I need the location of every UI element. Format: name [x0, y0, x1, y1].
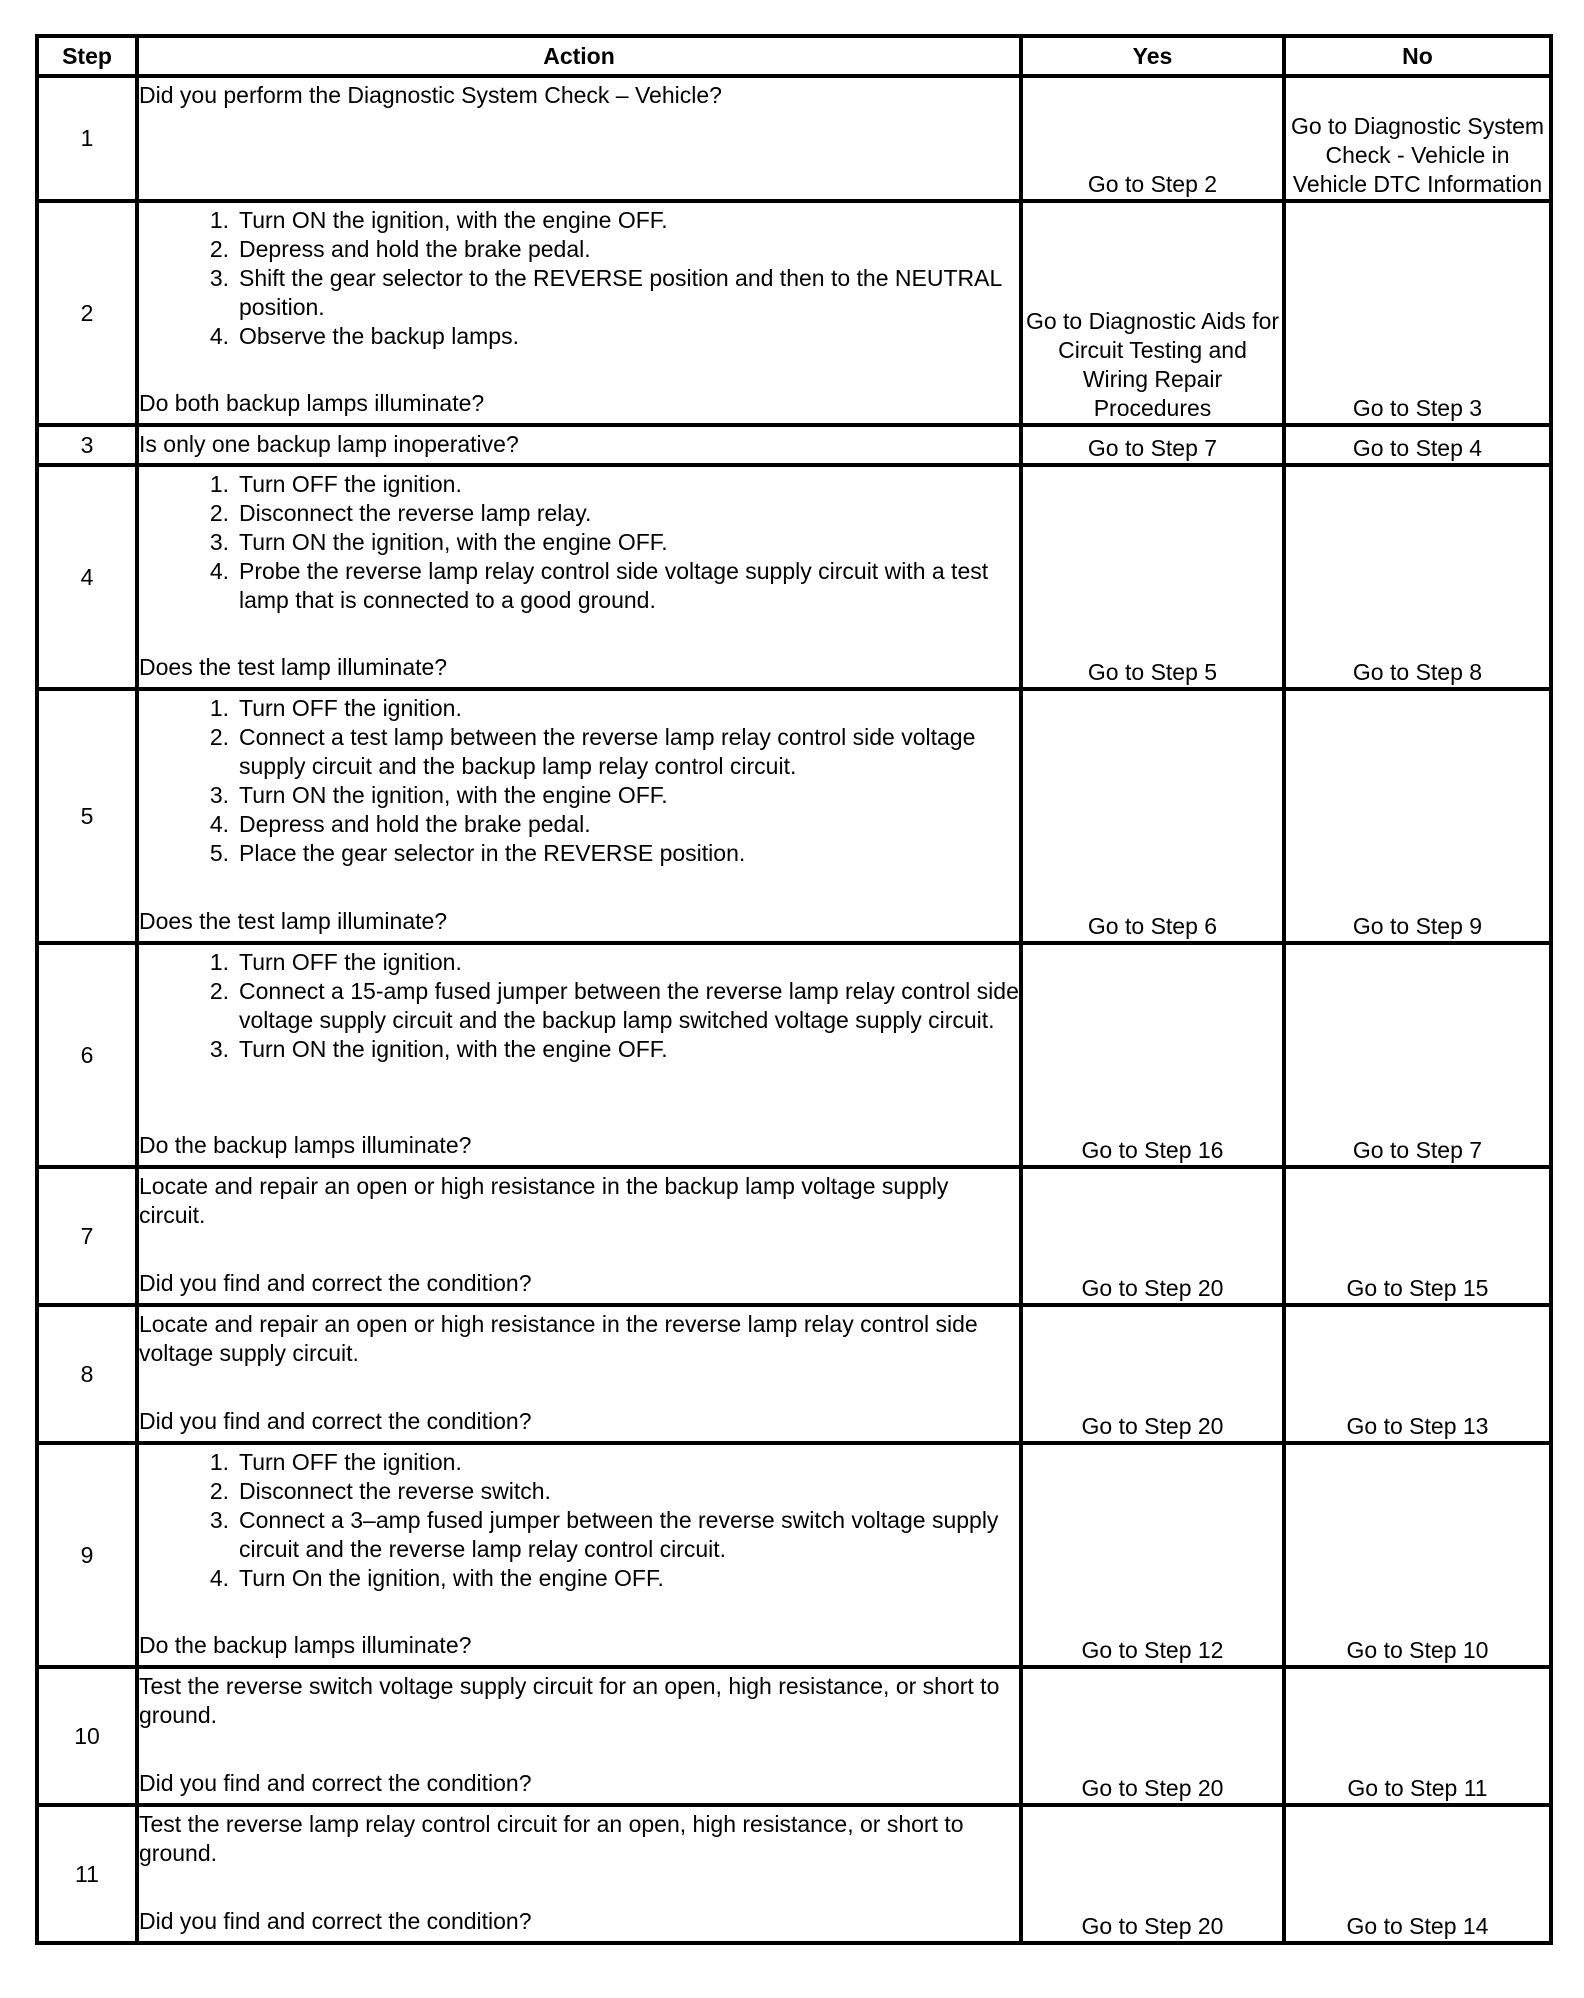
step-number: 4: [37, 465, 137, 689]
no-result: Go to Step 10: [1284, 1443, 1551, 1667]
action-content: [139, 691, 1019, 941]
action-instructions: [139, 430, 1019, 459]
procedure-item: [139, 839, 1019, 868]
procedure-item: [139, 322, 1019, 351]
procedure-item-number: 3.: [209, 1036, 229, 1062]
action-content: [139, 1169, 1019, 1303]
action-question: Did you find and correct the condition?: [139, 1908, 532, 1934]
header-step: Step: [37, 36, 137, 76]
diagnostic-table: [35, 34, 1553, 1945]
step-number: 11: [37, 1805, 137, 1943]
procedure-item: [139, 499, 1019, 528]
step-number: 5: [37, 689, 137, 943]
procedure-item-number: 1.: [209, 949, 229, 975]
procedure-item: [139, 1506, 1019, 1564]
action-content: [139, 1807, 1019, 1941]
procedure-item-text: Place the gear selector in the REVERSE position.: [239, 840, 746, 866]
procedure-item-text: Observe the backup lamps.: [239, 323, 519, 349]
procedure-list: [139, 206, 1019, 351]
procedure-item-text: Turn OFF the ignition.: [239, 471, 462, 497]
procedure-item: [139, 470, 1019, 499]
table-row: [37, 425, 1551, 465]
action-instructions: [139, 81, 1019, 110]
yes-result: Go to Step 12: [1021, 1443, 1284, 1667]
procedure-list: [139, 1448, 1019, 1593]
procedure-item-number: 3.: [209, 529, 229, 555]
action-cell: [137, 1667, 1021, 1805]
no-result: Go to Step 7: [1284, 943, 1551, 1167]
yes-result: Go to Step 20: [1021, 1667, 1284, 1805]
action-content: [139, 203, 1019, 423]
no-result: Go to Step 14: [1284, 1805, 1551, 1943]
procedure-item-text: Turn OFF the ignition.: [239, 695, 462, 721]
procedure-item-number: 4.: [209, 558, 229, 584]
procedure-item-text: Turn OFF the ignition.: [239, 949, 462, 975]
action-cell: [137, 1167, 1021, 1305]
procedure-item-text: Connect a 15-amp fused jumper between the reverse lamp relay control side voltage supply circuit and the backup lamp switched voltage supply circuit.: [239, 978, 1019, 1033]
step-number: 6: [37, 943, 137, 1167]
yes-result: Go to Step 20: [1021, 1805, 1284, 1943]
procedure-item-number: 4.: [209, 323, 229, 349]
procedure-item-number: 2.: [209, 978, 229, 1004]
procedure-item-text: Turn ON the ignition, with the engine OFF.: [239, 207, 668, 233]
procedure-item: [139, 723, 1019, 781]
action-instructions: [139, 694, 1019, 868]
action-question: Did you find and correct the condition?: [139, 1770, 532, 1796]
procedure-item-number: 4.: [209, 811, 229, 837]
procedure-item-number: 2.: [209, 1478, 229, 1504]
yes-result: Go to Diagnostic Aids for Circuit Testing and Wiring Repair Procedures: [1021, 201, 1284, 425]
no-result: Go to Diagnostic System Check - Vehicle in Vehicle DTC Information: [1284, 76, 1551, 201]
procedure-item: [139, 977, 1019, 1035]
action-intro-text: Is only one backup lamp inoperative?: [139, 431, 519, 457]
procedure-item-number: 2.: [209, 724, 229, 750]
action-intro-text: Locate and repair an open or high resistance in the reverse lamp relay control side voltage supply circuit.: [139, 1311, 978, 1366]
procedure-item: [139, 557, 1019, 615]
procedure-item-text: Connect a 3–amp fused jumper between the reverse switch voltage supply circuit and the reverse lamp relay control circuit.: [239, 1507, 999, 1562]
action-content: [139, 467, 1019, 687]
action-question: Do the backup lamps illuminate?: [139, 1132, 472, 1158]
action-intro-text: Test the reverse lamp relay control circuit for an open, high resistance, or short to ground.: [139, 1811, 964, 1866]
procedure-item: [139, 206, 1019, 235]
procedure-item-text: Disconnect the reverse lamp relay.: [239, 500, 592, 526]
action-instructions: [139, 948, 1019, 1064]
action-content: [139, 945, 1019, 1165]
action-cell: [137, 689, 1021, 943]
procedure-item-text: Connect a test lamp between the reverse lamp relay control side voltage supply circuit and the backup lamp relay control circuit.: [239, 724, 976, 779]
action-cell: [137, 76, 1021, 201]
procedure-item: [139, 264, 1019, 322]
step-number: 1: [37, 76, 137, 201]
table-row: [37, 465, 1551, 689]
action-cell: [137, 1305, 1021, 1443]
procedure-item-text: Disconnect the reverse switch.: [239, 1478, 551, 1504]
step-number: 2: [37, 201, 137, 425]
procedure-item-text: Shift the gear selector to the REVERSE position and then to the NEUTRAL position.: [239, 265, 1002, 320]
action-content: [139, 78, 1019, 199]
procedure-item-number: 1.: [209, 1449, 229, 1475]
procedure-item-number: 1.: [209, 207, 229, 233]
action-cell: [137, 201, 1021, 425]
no-result: Go to Step 15: [1284, 1167, 1551, 1305]
action-instructions: [139, 1310, 1019, 1368]
yes-result: Go to Step 16: [1021, 943, 1284, 1167]
header-yes: Yes: [1021, 36, 1284, 76]
yes-result: Go to Step 20: [1021, 1305, 1284, 1443]
procedure-item-number: 1.: [209, 695, 229, 721]
action-question: Does the test lamp illuminate?: [139, 654, 448, 680]
procedure-item: [139, 528, 1019, 557]
procedure-item-number: 3.: [209, 1507, 229, 1533]
yes-result: Go to Step 20: [1021, 1167, 1284, 1305]
action-cell: [137, 1443, 1021, 1667]
action-question: Did you find and correct the condition?: [139, 1408, 532, 1434]
action-question: Do the backup lamps illuminate?: [139, 1632, 472, 1658]
action-cell: [137, 465, 1021, 689]
procedure-list: [139, 694, 1019, 868]
step-number: 8: [37, 1305, 137, 1443]
yes-result: Go to Step 7: [1021, 425, 1284, 465]
procedure-item-text: Depress and hold the brake pedal.: [239, 236, 591, 262]
procedure-item-number: 1.: [209, 471, 229, 497]
action-intro-text: Did you perform the Diagnostic System Check – Vehicle?: [139, 82, 722, 108]
table-row: [37, 201, 1551, 425]
procedure-item-number: 2.: [209, 500, 229, 526]
procedure-item: [139, 235, 1019, 264]
table-row: [37, 689, 1551, 943]
table-row: [37, 76, 1551, 201]
action-instructions: [139, 1672, 1019, 1730]
procedure-item-number: 3.: [209, 265, 229, 291]
action-cell: [137, 1805, 1021, 1943]
yes-result: Go to Step 6: [1021, 689, 1284, 943]
action-content: [139, 1445, 1019, 1665]
step-number: 9: [37, 1443, 137, 1667]
table-row: [37, 1667, 1551, 1805]
procedure-item: [139, 1448, 1019, 1477]
action-content: [139, 427, 1019, 463]
action-question: Did you find and correct the condition?: [139, 1270, 532, 1296]
action-instructions: [139, 206, 1019, 351]
action-question: Does the test lamp illuminate?: [139, 908, 448, 934]
action-cell: [137, 425, 1021, 465]
table-row: [37, 1167, 1551, 1305]
no-result: Go to Step 11: [1284, 1667, 1551, 1805]
diagnostic-page: [35, 34, 1549, 1945]
procedure-item-text: Turn ON the ignition, with the engine OFF.: [239, 1036, 668, 1062]
procedure-item-number: 4.: [209, 1565, 229, 1591]
no-result: Go to Step 13: [1284, 1305, 1551, 1443]
header-action: Action: [137, 36, 1021, 76]
procedure-item-number: 3.: [209, 782, 229, 808]
procedure-item: [139, 1564, 1019, 1593]
procedure-item: [139, 948, 1019, 977]
procedure-item-text: Turn On the ignition, with the engine OFF.: [239, 1565, 664, 1591]
procedure-item: [139, 1477, 1019, 1506]
action-intro-text: Test the reverse switch voltage supply circuit for an open, high resistance, or short to ground.: [139, 1673, 1000, 1728]
no-result: Go to Step 3: [1284, 201, 1551, 425]
procedure-item: [139, 810, 1019, 839]
procedure-item: [139, 694, 1019, 723]
procedure-item: [139, 781, 1019, 810]
action-content: [139, 1307, 1019, 1441]
procedure-list: [139, 470, 1019, 615]
step-number: 3: [37, 425, 137, 465]
procedure-item-text: Depress and hold the brake pedal.: [239, 811, 591, 837]
action-question: Do both backup lamps illuminate?: [139, 390, 485, 416]
procedure-list: [139, 948, 1019, 1064]
procedure-item-text: Turn ON the ignition, with the engine OFF.: [239, 782, 668, 808]
header-no: No: [1284, 36, 1551, 76]
no-result: Go to Step 9: [1284, 689, 1551, 943]
no-result: Go to Step 4: [1284, 425, 1551, 465]
procedure-item: [139, 1035, 1019, 1064]
procedure-item-number: 5.: [209, 840, 229, 866]
step-number: 10: [37, 1667, 137, 1805]
yes-result: Go to Step 5: [1021, 465, 1284, 689]
procedure-item-text: Probe the reverse lamp relay control side voltage supply circuit with a test lamp that is connected to a good ground.: [239, 558, 989, 613]
action-instructions: [139, 1172, 1019, 1230]
action-instructions: [139, 470, 1019, 615]
procedure-item-text: Turn ON the ignition, with the engine OFF.: [239, 529, 668, 555]
action-instructions: [139, 1810, 1019, 1868]
no-result: Go to Step 8: [1284, 465, 1551, 689]
action-content: [139, 1669, 1019, 1803]
step-number: 7: [37, 1167, 137, 1305]
action-intro-text: Locate and repair an open or high resistance in the backup lamp voltage supply circuit.: [139, 1173, 949, 1228]
table-row: [37, 1305, 1551, 1443]
header-row: [37, 36, 1551, 76]
procedure-item-text: Turn OFF the ignition.: [239, 1449, 462, 1475]
table-row: [37, 1443, 1551, 1667]
action-cell: [137, 943, 1021, 1167]
yes-result: Go to Step 2: [1021, 76, 1284, 201]
table-row: [37, 943, 1551, 1167]
action-instructions: [139, 1448, 1019, 1593]
table-body: [37, 76, 1551, 1943]
procedure-item-number: 2.: [209, 236, 229, 262]
table-row: [37, 1805, 1551, 1943]
